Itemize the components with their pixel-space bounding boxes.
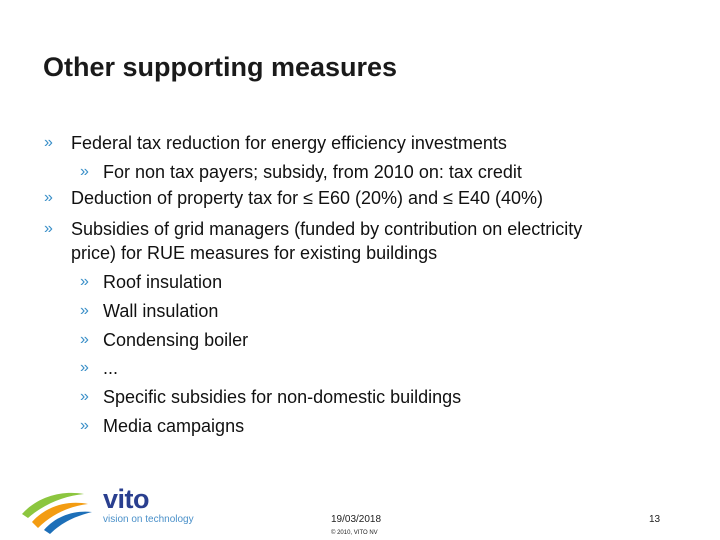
bullet-text: Media campaigns xyxy=(103,416,245,436)
logo-wordmark: vito xyxy=(103,484,150,514)
bullet-marker: » xyxy=(44,189,53,206)
bullet-text: price) for RUE measures for existing buildings xyxy=(71,243,438,263)
vito-logo xyxy=(18,484,218,534)
logo-swoosh-icon xyxy=(18,484,102,534)
bullet-marker: » xyxy=(80,163,89,180)
bullet-text: Deduction of property tax for ≤ E60 (20%) and ≤ E40 (40%) xyxy=(71,188,543,208)
bullet-text: Federal tax reduction for energy efficiency investments xyxy=(71,133,507,153)
bullet-text: For non tax payers; subsidy, from 2010 on: tax credit xyxy=(103,162,522,182)
page-number: 13 xyxy=(649,514,661,525)
bullet-text: ... xyxy=(103,358,119,378)
bullet-marker: » xyxy=(80,417,89,434)
bullet-marker: » xyxy=(80,331,89,348)
bullet-text: Wall insulation xyxy=(103,301,219,321)
logo-tagline: vision on technology xyxy=(103,514,194,525)
bullet-text: Subsidies of grid managers (funded by contribution on electricity xyxy=(71,219,583,239)
bullet-marker: » xyxy=(80,302,89,319)
bullet-marker: » xyxy=(44,134,53,151)
bullet-marker: » xyxy=(80,388,89,405)
bullet-marker: » xyxy=(80,359,89,376)
bullet-text: Specific subsidies for non-domestic buildings xyxy=(103,387,462,407)
bullet-marker: » xyxy=(80,273,89,290)
bullet-marker: » xyxy=(44,220,53,237)
bullet-text: Roof insulation xyxy=(103,272,223,292)
slide-title: Other supporting measures xyxy=(43,52,398,82)
bullet-text: Condensing boiler xyxy=(103,330,249,350)
footer-copyright: © 2010, VITO NV xyxy=(331,530,378,536)
footer-date: 19/03/2018 xyxy=(331,514,382,525)
